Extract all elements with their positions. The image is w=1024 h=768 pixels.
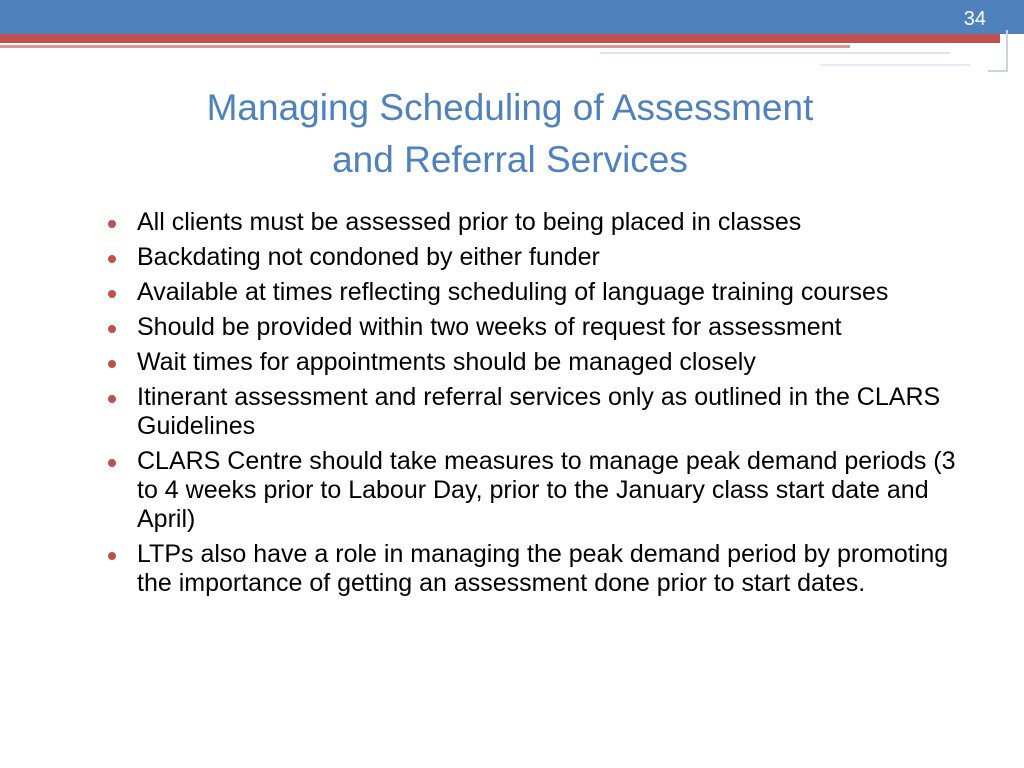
slide-title-line: Managing Scheduling of Assessment [206, 87, 814, 128]
bullet-icon [108, 255, 116, 263]
bullet-item [106, 278, 966, 307]
slide-title [70, 82, 950, 186]
bullet-item [106, 208, 966, 237]
header-accent-stripe [0, 34, 1000, 43]
bullet-item [106, 383, 966, 441]
bullet-item [106, 447, 966, 534]
bullet-icon [108, 395, 116, 403]
bullet-text: Wait times for appointments should be managed closely [137, 348, 756, 376]
header-accent-thin-stripe [0, 45, 850, 48]
bullet-text: All clients must be assessed prior to being placed in classes [137, 208, 802, 236]
bullet-icon [108, 360, 116, 368]
bullet-icon [108, 459, 116, 467]
bullet-item [106, 540, 966, 598]
bullet-list [106, 208, 966, 604]
bullet-text: Available at times reflecting scheduling of language training courses [137, 278, 889, 306]
bullet-text: CLARS Centre should take measures to manage peak demand periods (3 to 4 weeks prior to Labour Day, prior to the January class start date and April) [137, 447, 956, 533]
slide-number: 34 [963, 8, 986, 30]
bullet-item [106, 313, 966, 342]
decorative-line [600, 52, 950, 54]
bullet-text: Backdating not condoned by either funder [137, 243, 600, 271]
decorative-corner [988, 30, 1008, 72]
slide-title-line: and Referral Services [332, 139, 688, 180]
bullet-text: Should be provided within two weeks of request for assessment [137, 313, 842, 341]
bullet-icon [108, 290, 116, 298]
bullet-item [106, 348, 966, 377]
bullet-item [106, 243, 966, 272]
bullet-text: Itinerant assessment and referral services only as outlined in the CLARS Guidelines [137, 383, 941, 440]
header-band [0, 0, 1024, 34]
bullet-icon [108, 220, 116, 228]
bullet-icon [108, 325, 116, 333]
bullet-icon [108, 552, 116, 560]
bullet-text: LTPs also have a role in managing the peak demand period by promoting the importance of getting an assessment done prior to start dates. [137, 540, 949, 597]
decorative-line [820, 64, 970, 66]
